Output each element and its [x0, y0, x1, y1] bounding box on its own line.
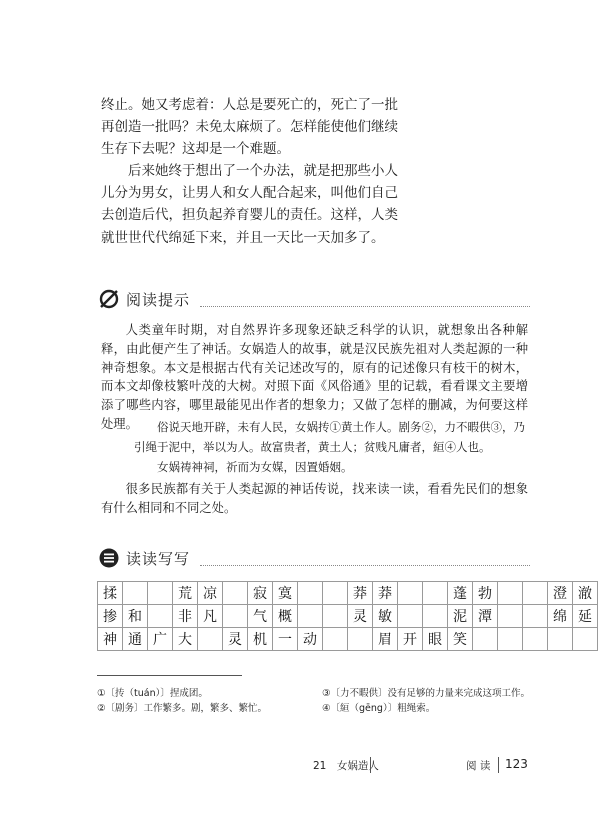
read-write-rule	[200, 565, 530, 566]
grid-cell: 潭	[473, 605, 498, 628]
grid-cell: 灵	[348, 605, 373, 628]
reading-tips-rule	[200, 306, 530, 307]
grid-cell: 笑	[448, 628, 473, 651]
grid-cell	[223, 582, 248, 605]
grid-cell	[198, 628, 223, 651]
grid-cell: 开	[398, 628, 423, 651]
grid-cell: 莽	[373, 582, 398, 605]
reading-tips-paragraph-2: 很多民族都有关于人类起源的神话传说，找来读一读，看看先民们的想象有什么相同和不同之处。	[101, 482, 528, 515]
grid-cell	[323, 605, 348, 628]
grid-cell: 澈	[573, 582, 598, 605]
grid-cell	[223, 605, 248, 628]
grid-cell: 神	[98, 628, 123, 651]
fengsutong-quote-1: 俗说天地开辟，未有人民，女娲抟①黄土作人。剧务②，力不暇供③，乃引绳于泥中，举以为人。故富贵者，黄土人；贫贱凡庸者，絙④人也。	[134, 420, 525, 454]
grid-cell: 动	[298, 628, 323, 651]
reading-tips-paragraph-1: 人类童年时期，对自然界许多现象还缺乏科学的认识，就想象出各种解释，由此便产生了神话。女娲造人的故事，就是汉民族先祖对人类起源的一种神奇想象。本文是根据古代有关记述改写的，原有的记述像只有枝干的树木，而本文却像枝繁叶茂的大树。对照下面《风俗通》里的记载，看看课文主要增添了哪些内容，哪里最能见出作者的想象力；又做了怎样的删减，为何要这样处理。	[101, 323, 528, 431]
grid-cell: 一	[273, 628, 298, 651]
footer-divider-2	[498, 757, 499, 773]
grid-cell	[298, 605, 323, 628]
grid-cell: 和	[123, 605, 148, 628]
grid-row	[98, 605, 598, 628]
grid-cell: 揉	[98, 582, 123, 605]
reading-tips-icon	[98, 288, 120, 310]
grid-cell: 勃	[473, 582, 498, 605]
fengsutong-quote-2: 女娲祷神祠，祈而为女媒，因置婚姻。	[157, 460, 353, 474]
story-paragraph-2: 后来她终于想出了一个办法，就是把那些小人儿分为男女，让男人和女人配合起来，叫他们自己去创造后代，担负起养育婴儿的责任。这样，人类就世世代代绵延下来，并且一天比一天加多了。	[101, 163, 398, 246]
grid-cell	[523, 605, 548, 628]
grid-cell: 莽	[348, 582, 373, 605]
grid-cell: 眉	[373, 628, 398, 651]
footnote-3: ③〔力不暇供〕没有足够的力量来完成这项工作。	[322, 688, 531, 699]
grid-cell	[498, 582, 523, 605]
grid-cell	[473, 628, 498, 651]
reading-tips-header	[98, 286, 190, 312]
grid-cell	[398, 582, 423, 605]
grid-cell: 寞	[273, 582, 298, 605]
grid-cell: 澄	[548, 582, 573, 605]
story-paragraph-1: 终止。她又考虑着：人总是要死亡的，死亡了一批再创造一批吗？未免太麻烦了。怎样能使他们继续生存下去呢？这却是一个难题。	[101, 97, 398, 158]
grid-cell	[573, 628, 598, 651]
grid-cell: 眼	[423, 628, 448, 651]
grid-cell	[323, 582, 348, 605]
grid-cell	[523, 582, 548, 605]
grid-cell	[423, 605, 448, 628]
grid-cell: 延	[573, 605, 598, 628]
read-write-icon	[98, 547, 120, 569]
grid-cell	[423, 582, 448, 605]
read-write-header	[98, 545, 190, 571]
grid-cell	[148, 605, 173, 628]
section-label-footer: 阅 读	[466, 760, 491, 772]
grid-cell	[148, 582, 173, 605]
grid-cell	[348, 628, 373, 651]
grid-cell: 寂	[248, 582, 273, 605]
grid-cell	[523, 628, 548, 651]
page-number: 123	[505, 757, 528, 771]
footnote-2: ②〔剧务〕工作繁多。剧，繁多、繁忙。	[97, 703, 268, 714]
grid-cell: 荒	[173, 582, 198, 605]
grid-cell: 通	[123, 628, 148, 651]
grid-cell	[498, 605, 523, 628]
read-write-title: 读读写写	[126, 549, 191, 568]
grid-cell: 凡	[198, 605, 223, 628]
grid-row	[98, 582, 598, 605]
grid-row	[98, 628, 598, 651]
grid-cell	[498, 628, 523, 651]
grid-cell: 概	[273, 605, 298, 628]
grid-cell: 掺	[98, 605, 123, 628]
grid-cell: 非	[173, 605, 198, 628]
grid-cell: 绵	[548, 605, 573, 628]
grid-cell: 气	[248, 605, 273, 628]
grid-cell: 敏	[373, 605, 398, 628]
grid-cell	[398, 605, 423, 628]
footnote-1: ①〔抟（tuán）〕捏成团。	[97, 688, 208, 699]
grid-cell: 机	[248, 628, 273, 651]
grid-cell	[123, 582, 148, 605]
grid-cell: 蓬	[448, 582, 473, 605]
grid-cell: 凉	[198, 582, 223, 605]
footnote-4: ④〔絙（gēng）〕粗绳索。	[322, 703, 436, 714]
grid-cell: 广	[148, 628, 173, 651]
reading-tips-title: 阅读提示	[126, 290, 191, 309]
footer-divider-1	[370, 757, 371, 773]
grid-cell	[298, 582, 323, 605]
grid-cell: 大	[173, 628, 198, 651]
vocabulary-grid	[97, 581, 598, 651]
grid-cell: 灵	[223, 628, 248, 651]
grid-cell	[323, 628, 348, 651]
footnote-rule	[97, 675, 242, 676]
grid-cell: 泥	[448, 605, 473, 628]
grid-cell	[548, 628, 573, 651]
lesson-title-footer: 21 女娲造人	[313, 760, 379, 772]
